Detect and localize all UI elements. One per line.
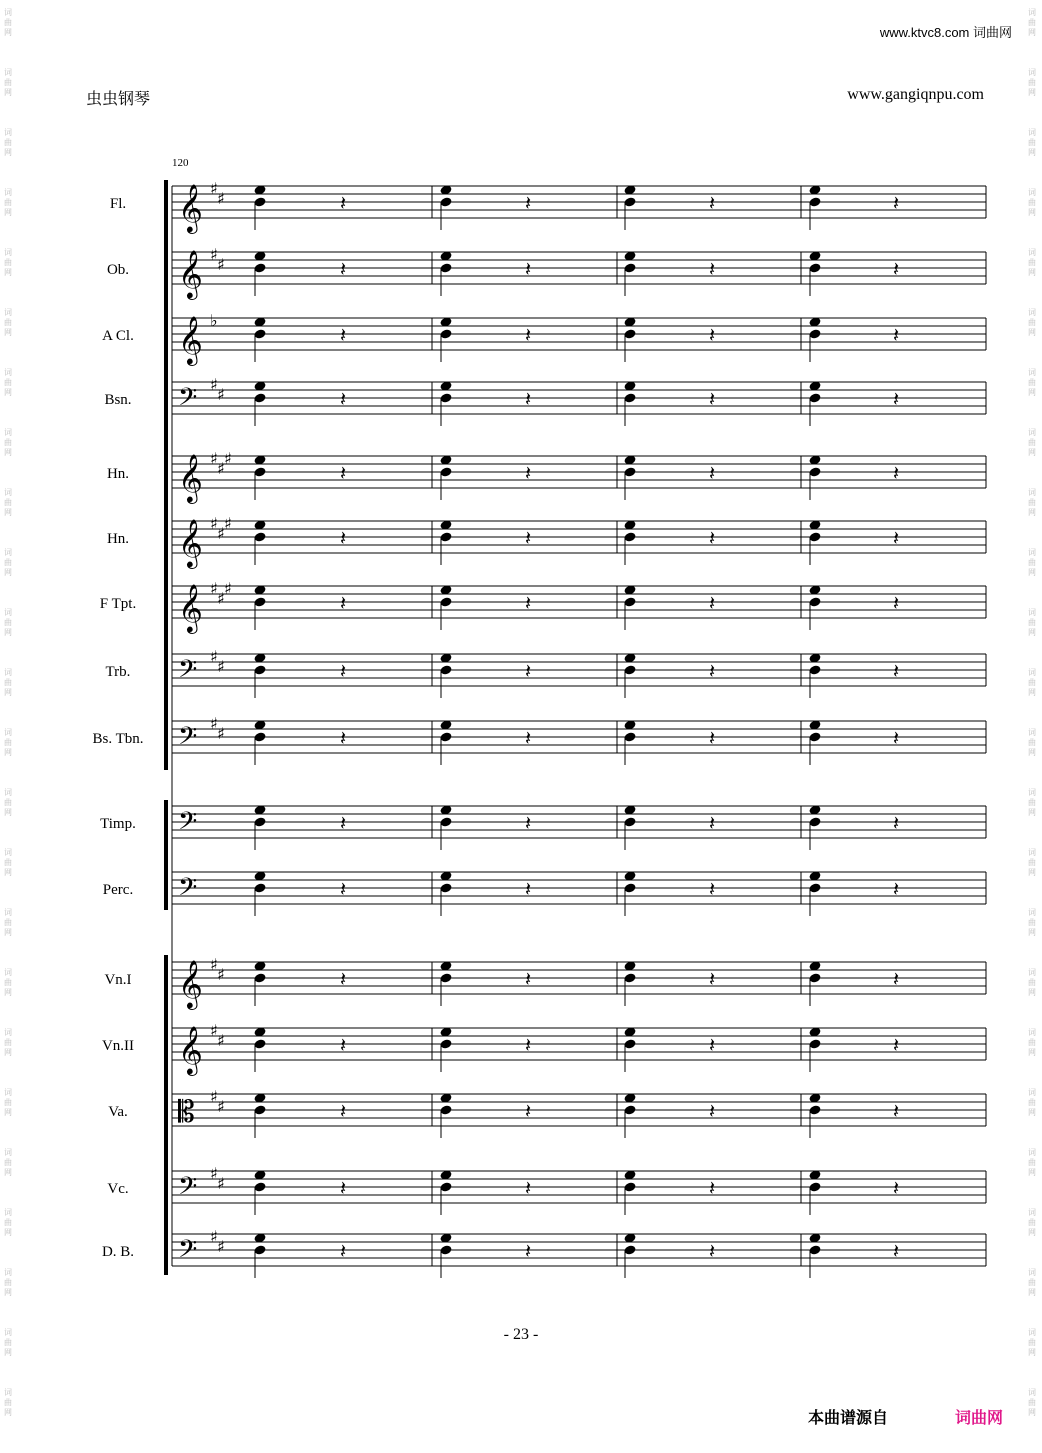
quarter-rest-icon: 𝄽 [525, 461, 532, 485]
quarter-rest-icon: 𝄽 [893, 1239, 900, 1263]
sharp-icon: ♯ [210, 647, 218, 666]
margin-watermark-text: 词 曲 网 [4, 788, 12, 817]
quarter-rest-icon: 𝄽 [893, 461, 900, 485]
margin-watermark-text: 词 曲 网 [4, 728, 12, 757]
treble-clef-icon: 𝄞 [178, 583, 203, 632]
margin-watermark-text: 词 曲 网 [4, 1088, 12, 1117]
sharp-icon: ♯ [210, 514, 218, 533]
sharp-icon: ♯ [217, 189, 225, 208]
sharp-icon: ♯ [217, 965, 225, 984]
treble-clef-icon: 𝄞 [178, 315, 203, 364]
quarter-rest-icon: 𝄽 [709, 967, 716, 991]
quarter-rest-icon: 𝄽 [340, 257, 347, 281]
quarter-rest-icon: 𝄽 [893, 257, 900, 281]
margin-watermark-text: 词 曲 网 [4, 1388, 12, 1417]
instrument-label: D. B. [101, 1244, 135, 1260]
margin-watermark-text: 词 曲 网 [1028, 548, 1036, 577]
instrument-label: Perc. [102, 882, 134, 898]
page-title-left: 虫虫钢琴 [86, 91, 151, 108]
instrument-label: Hn. [106, 531, 130, 547]
bass-clef-icon: 𝄢 [178, 1235, 198, 1270]
margin-watermark-text: 词 曲 网 [4, 68, 12, 97]
margin-watermark-text: 词 曲 网 [4, 968, 12, 997]
quarter-rest-icon: 𝄽 [709, 387, 716, 411]
margin-watermark-text: 词 曲 网 [1028, 428, 1036, 457]
margin-watermark-text: 词 曲 网 [1028, 368, 1036, 397]
quarter-rest-icon: 𝄽 [709, 659, 716, 683]
treble-clef-icon: 𝄞 [178, 1025, 203, 1074]
margin-watermark-text: 词 曲 网 [4, 1208, 12, 1237]
instrument-label: Trb. [105, 664, 131, 680]
margin-watermark-text: 词 曲 网 [4, 488, 12, 517]
quarter-rest-icon: 𝄽 [893, 323, 900, 347]
quarter-rest-icon: 𝄽 [340, 1176, 347, 1200]
margin-watermark-text: 词 曲 网 [4, 608, 12, 637]
margin-watermark-text: 词 曲 网 [1028, 608, 1036, 637]
quarter-rest-icon: 𝄽 [340, 461, 347, 485]
instrument-label: F Tpt. [99, 596, 137, 612]
quarter-rest-icon: 𝄽 [893, 387, 900, 411]
quarter-rest-icon: 𝄽 [525, 323, 532, 347]
quarter-rest-icon: 𝄽 [893, 526, 900, 550]
quarter-rest-icon: 𝄽 [893, 877, 900, 901]
quarter-rest-icon: 𝄽 [340, 387, 347, 411]
quarter-rest-icon: 𝄽 [893, 1176, 900, 1200]
margin-watermark-text: 词 曲 网 [4, 308, 12, 337]
quarter-rest-icon: 𝄽 [525, 967, 532, 991]
bass-clef-icon: 𝄢 [178, 722, 198, 757]
source-label: 本曲谱源自 [808, 1408, 889, 1427]
quarter-rest-icon: 𝄽 [893, 1033, 900, 1057]
sharp-icon: ♯ [217, 255, 225, 274]
quarter-rest-icon: 𝄽 [525, 257, 532, 281]
quarter-rest-icon: 𝄽 [893, 591, 900, 615]
margin-watermark-text: 词 曲 网 [4, 668, 12, 697]
quarter-rest-icon: 𝄽 [525, 811, 532, 835]
margin-watermark-text: 词 曲 网 [1028, 968, 1036, 997]
bass-clef-icon: 𝄢 [178, 807, 198, 842]
quarter-rest-icon: 𝄽 [709, 526, 716, 550]
quarter-rest-icon: 𝄽 [525, 726, 532, 750]
treble-clef-icon: 𝄞 [178, 453, 203, 502]
quarter-rest-icon: 𝄽 [709, 1176, 716, 1200]
margin-watermark-text: 词 曲 网 [1028, 848, 1036, 877]
margin-watermark-text: 词 曲 网 [1028, 1208, 1036, 1237]
sharp-icon: ♯ [210, 955, 218, 974]
quarter-rest-icon: 𝄽 [893, 967, 900, 991]
sharp-icon: ♯ [217, 724, 225, 743]
page-title-right: www.gangiqnpu.com [847, 86, 984, 103]
quarter-rest-icon: 𝄽 [340, 877, 347, 901]
margin-watermark-text: 词 曲 网 [1028, 68, 1036, 97]
margin-watermark-text: 词 曲 网 [1028, 1088, 1036, 1117]
quarter-rest-icon: 𝄽 [340, 591, 347, 615]
treble-clef-icon: 𝄞 [178, 183, 203, 232]
quarter-rest-icon: 𝄽 [340, 659, 347, 683]
treble-clef-icon: 𝄞 [178, 249, 203, 298]
quarter-rest-icon: 𝄽 [709, 1099, 716, 1123]
instrument-label: Ob. [106, 262, 130, 278]
quarter-rest-icon: 𝄽 [525, 1099, 532, 1123]
instrument-label: A Cl. [102, 328, 134, 344]
sharp-icon: ♯ [217, 385, 225, 404]
margin-watermark-text: 词 曲 网 [1028, 188, 1036, 217]
quarter-rest-icon: 𝄽 [525, 387, 532, 411]
bass-clef-icon: 𝄢 [178, 873, 198, 908]
sharp-icon: ♯ [217, 459, 225, 478]
sharp-icon: ♯ [224, 449, 232, 468]
quarter-rest-icon: 𝄽 [709, 726, 716, 750]
margin-watermark-text: 词 曲 网 [1028, 1148, 1036, 1177]
margin-watermark-text: 词 曲 网 [1028, 1328, 1036, 1357]
flat-icon: ♭ [210, 311, 218, 330]
margin-watermark-text: 词 曲 网 [4, 1148, 12, 1177]
quarter-rest-icon: 𝄽 [340, 1239, 347, 1263]
margin-watermark-text: 词 曲 网 [4, 1028, 12, 1057]
margin-watermark-text: 词 曲 网 [4, 8, 12, 37]
quarter-rest-icon: 𝄽 [340, 323, 347, 347]
margin-watermark-text: 词 曲 网 [4, 848, 12, 877]
margin-watermark-text: 词 曲 网 [1028, 8, 1036, 37]
quarter-rest-icon: 𝄽 [893, 659, 900, 683]
sharp-icon: ♯ [210, 1164, 218, 1183]
quarter-rest-icon: 𝄽 [709, 461, 716, 485]
page-number: - 23 - [503, 1326, 539, 1343]
quarter-rest-icon: 𝄽 [525, 526, 532, 550]
sharp-icon: ♯ [210, 714, 218, 733]
margin-watermark-text: 词 曲 网 [1028, 728, 1036, 757]
quarter-rest-icon: 𝄽 [709, 591, 716, 615]
quarter-rest-icon: 𝄽 [525, 877, 532, 901]
quarter-rest-icon: 𝄽 [340, 1033, 347, 1057]
sharp-icon: ♯ [217, 1237, 225, 1256]
quarter-rest-icon: 𝄽 [525, 591, 532, 615]
quarter-rest-icon: 𝄽 [709, 877, 716, 901]
sharp-icon: ♯ [210, 179, 218, 198]
quarter-rest-icon: 𝄽 [340, 811, 347, 835]
instrument-label: Timp. [100, 816, 136, 832]
sharp-icon: ♯ [210, 449, 218, 468]
sharp-icon: ♯ [210, 245, 218, 264]
margin-watermark-text: 词 曲 网 [1028, 908, 1036, 937]
treble-clef-icon: 𝄞 [178, 518, 203, 567]
sharp-icon: ♯ [217, 1097, 225, 1116]
margin-watermark-text: 词 曲 网 [4, 128, 12, 157]
quarter-rest-icon: 𝄽 [709, 323, 716, 347]
quarter-rest-icon: 𝄽 [340, 1099, 347, 1123]
margin-watermark-text: 词 曲 网 [4, 428, 12, 457]
sharp-icon: ♯ [224, 514, 232, 533]
margin-watermark-text: 词 曲 网 [4, 248, 12, 277]
margin-watermark-text: 词 曲 网 [1028, 668, 1036, 697]
instrument-label: Va. [108, 1104, 128, 1120]
margin-watermark-text: 词 曲 网 [4, 1328, 12, 1357]
quarter-rest-icon: 𝄽 [709, 811, 716, 835]
quarter-rest-icon: 𝄽 [709, 1239, 716, 1263]
quarter-rest-icon: 𝄽 [340, 526, 347, 550]
quarter-rest-icon: 𝄽 [709, 257, 716, 281]
quarter-rest-icon: 𝄽 [709, 191, 716, 215]
instrument-label: Vn.I [104, 972, 132, 988]
quarter-rest-icon: 𝄽 [893, 1099, 900, 1123]
site-url: www.ktvc8.com 词曲网 [879, 25, 1012, 40]
instrument-label: Hn. [106, 466, 130, 482]
measure-number: 120 [172, 157, 189, 169]
quarter-rest-icon: 𝄽 [525, 191, 532, 215]
sharp-icon: ♯ [217, 1174, 225, 1193]
alto-clef-icon: 𝄡 [178, 1095, 195, 1130]
quarter-rest-icon: 𝄽 [340, 967, 347, 991]
sharp-icon: ♯ [210, 1087, 218, 1106]
margin-watermark-text: 词 曲 网 [4, 188, 12, 217]
margin-watermark-text: 词 曲 网 [4, 1268, 12, 1297]
sharp-icon: ♯ [217, 589, 225, 608]
treble-clef-icon: 𝄞 [178, 959, 203, 1008]
margin-watermark-text: 词 曲 网 [4, 368, 12, 397]
sharp-icon: ♯ [217, 657, 225, 676]
bass-clef-icon: 𝄢 [178, 655, 198, 690]
margin-watermark-text: 词 曲 网 [1028, 128, 1036, 157]
quarter-rest-icon: 𝄽 [525, 1176, 532, 1200]
sharp-icon: ♯ [210, 1227, 218, 1246]
margin-watermark-text: 词 曲 网 [1028, 1268, 1036, 1297]
instrument-label: Vn.II [101, 1038, 135, 1054]
margin-watermark-text: 词 曲 网 [1028, 788, 1036, 817]
margin-watermark-text: 词 曲 网 [1028, 1028, 1036, 1057]
instrument-label: Vc. [107, 1181, 129, 1197]
quarter-rest-icon: 𝄽 [525, 659, 532, 683]
sharp-icon: ♯ [210, 1021, 218, 1040]
instrument-label: Bs. Tbn. [92, 731, 144, 747]
margin-watermark-text: 词 曲 网 [1028, 1388, 1036, 1417]
sharp-icon: ♯ [224, 579, 232, 598]
sharp-icon: ♯ [217, 524, 225, 543]
margin-watermark-text: 词 曲 网 [1028, 488, 1036, 517]
quarter-rest-icon: 𝄽 [893, 191, 900, 215]
quarter-rest-icon: 𝄽 [893, 726, 900, 750]
instrument-label: Bsn. [104, 392, 132, 408]
quarter-rest-icon: 𝄽 [525, 1239, 532, 1263]
sharp-icon: ♯ [210, 579, 218, 598]
margin-watermark-text: 词 曲 网 [1028, 308, 1036, 337]
sharp-icon: ♯ [217, 1031, 225, 1050]
quarter-rest-icon: 𝄽 [340, 726, 347, 750]
quarter-rest-icon: 𝄽 [525, 1033, 532, 1057]
margin-watermark-text: 词 曲 网 [4, 908, 12, 937]
quarter-rest-icon: 𝄽 [709, 1033, 716, 1057]
instrument-label: Fl. [109, 196, 127, 212]
quarter-rest-icon: 𝄽 [340, 191, 347, 215]
margin-watermark-text: 词 曲 网 [4, 548, 12, 577]
bass-clef-icon: 𝄢 [178, 383, 198, 418]
margin-watermark-text: 词 曲 网 [1028, 248, 1036, 277]
bass-clef-icon: 𝄢 [178, 1172, 198, 1207]
sharp-icon: ♯ [210, 375, 218, 394]
source-brand: 词曲网 [955, 1408, 1004, 1427]
quarter-rest-icon: 𝄽 [893, 811, 900, 835]
